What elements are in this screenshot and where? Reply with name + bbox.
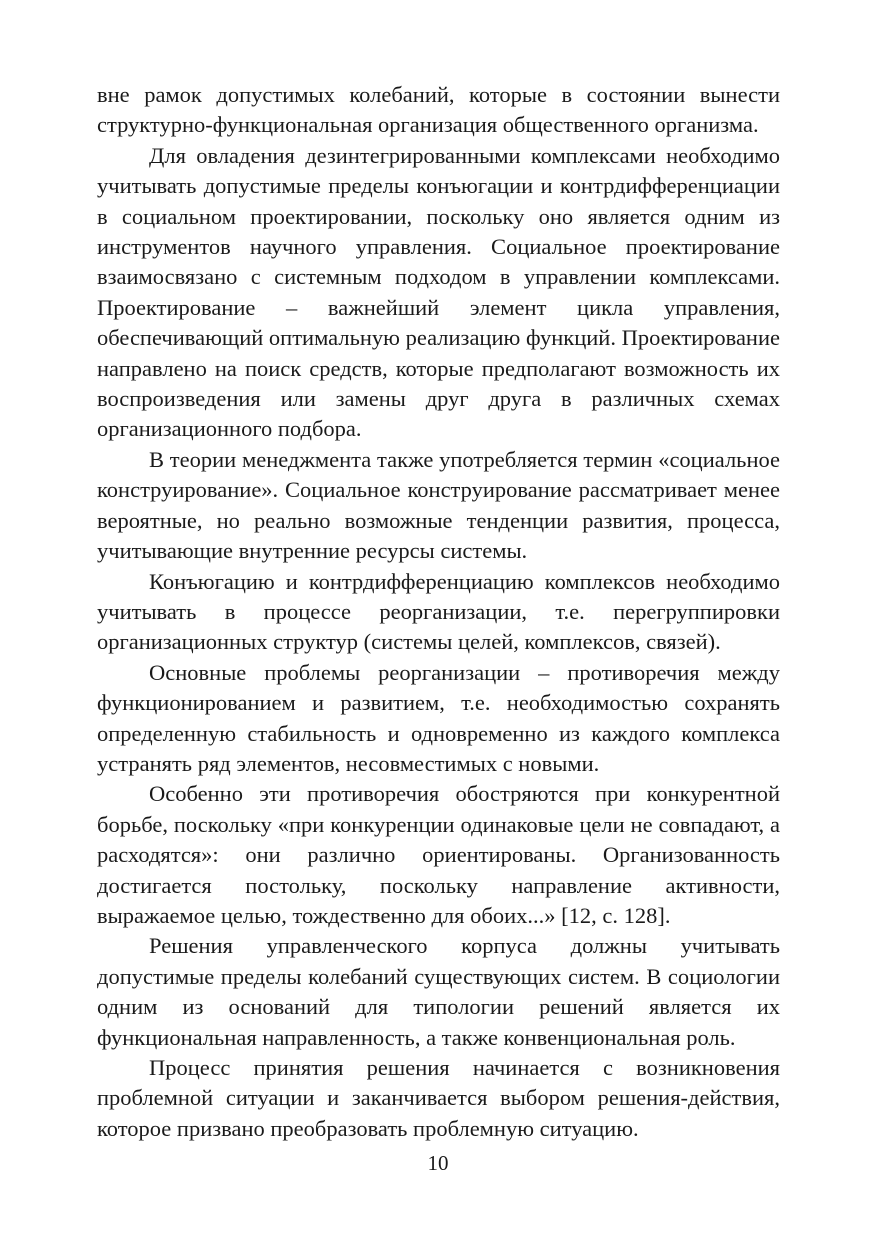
body-text	[97, 80, 780, 1144]
paragraph-continuation: вне рамок допустимых колебаний, которые в состоянии вынести структурно-функциональная организация общественного организма.	[97, 82, 780, 138]
paragraph: Особенно эти противоречия обостряются при конкурентной борьбе, поскольку «при конкуренции одинаковые цели не совпадают, а расходятся»: они различно ориентированы. Организованность достигается постольку, поскольку направление активности, выражаемое целью, тождественно для обоих...» [12, с. 128].	[97, 781, 780, 928]
paragraph: Основные проблемы реорганизации – противоречия между функционированием и развитием, т.е. необходимостью сохранять определенную стабильность и одновременно из каждого комплекса устранять ряд элементов, несовместимых с новыми.	[97, 659, 780, 776]
paragraph: В теории менеджмента также употребляется термин «социальное конструирование». Социальное конструирование рассматривает менее вероятные, но реально возможные тенденции развития, процесса, учитывающие внутренние ресурсы системы.	[97, 446, 780, 564]
page-number: 10	[427, 1151, 449, 1175]
paragraph: Процесс принятия решения начинается с возникновения проблемной ситуации и заканчивается выбором решения-действия, которое призвано преобразовать проблемную ситуацию.	[97, 1055, 780, 1141]
paragraph: Конъюгацию и контрдифференциацию комплексов необходимо учитывать в процессе реорганизации, т.е. перегруппировки организационных структур (системы целей, комплексов, связей).	[97, 568, 780, 655]
paragraph: Для овладения дезинтегрированными комплексами необходимо учитывать допустимые пределы конъюгации и контрдифференциации в социальном проектировании, поскольку оно является одним из инструментов научного управления. Социальное проектирование взаимосвязано с системным подходом в управлении комплексами. Проектирование – важнейший элемент цикла управления, обеспечивающий оптимальную реализацию функций. Проектирование направлено на поиск средств, которые предполагают возможность их воспроизведения или замены друг друга в различных схемах организационного подбора.	[97, 142, 780, 442]
paragraph: Решения управленческого корпуса должны учитывать допустимые пределы колебаний существующих систем. В социологии одним из оснований для типологии решений является их функциональная направленность, а также конвенциональная роль.	[97, 933, 780, 1050]
